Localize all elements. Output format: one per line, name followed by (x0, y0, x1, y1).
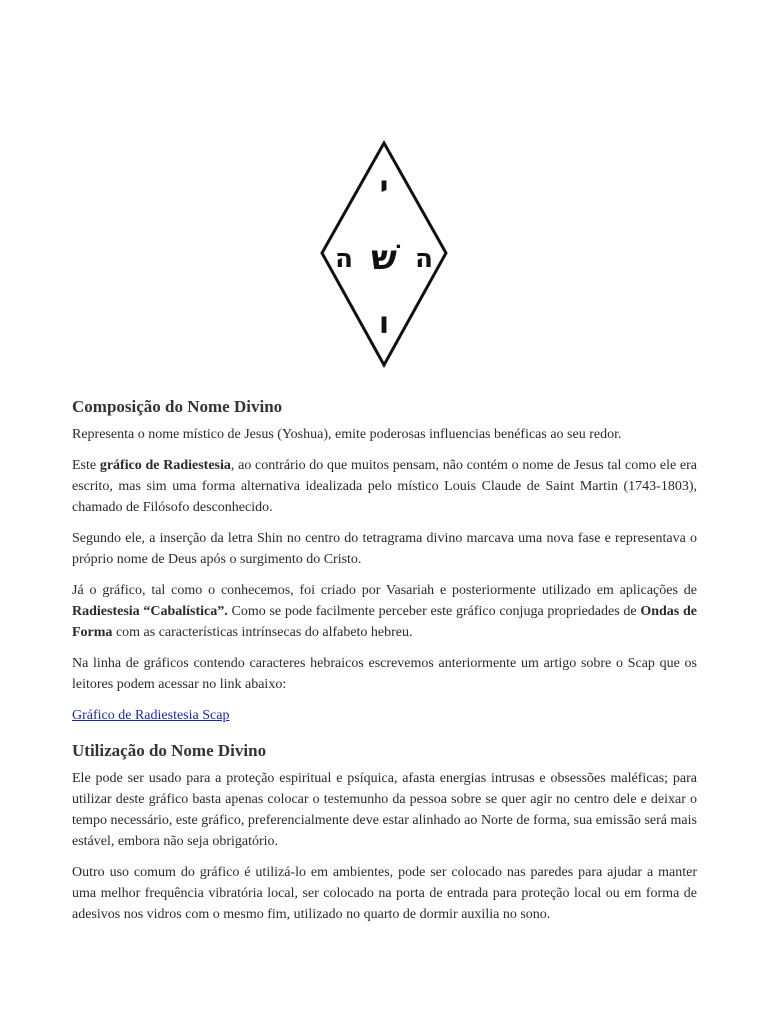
article-body (72, 396, 697, 935)
text-run: Como se pode facilmente perceber este gráfico conjuga propriedades de (227, 604, 641, 619)
letter-bottom: ו (378, 306, 390, 341)
paragraph (72, 455, 697, 518)
text-run: , ao contrário do que muitos pensam, não contém o nome de Jesus tal como ele era escrito, mas sim uma forma alternativa idealizada pelo místico Louis Claude de Saint Martin (1743-1803), chamado de Filósofo desconhecido. (72, 458, 697, 515)
paragraph (72, 580, 697, 643)
scap-link[interactable]: Gráfico de Radiestesia Scap (72, 708, 230, 723)
paragraph: Outro uso comum do gráfico é utilizá-lo em ambientes, pode ser colocado nas paredes para ajudar a manter uma melhor frequência vibratória local, ser colocado na porta de entrada para proteção local ou em forma de adesivos nos vidros com o mesmo fim, utilizado no quarto de dormir auxilia no sono. (72, 865, 697, 922)
paragraph: Na linha de gráficos contendo caracteres hebraicos escrevemos anteriormente um artigo sobre o Scap que os leitores podem acessar no link abaixo: (72, 656, 697, 692)
bold-text: gráfico de Radiestesia (99, 458, 231, 473)
text-run: com as características intrínsecas do alfabeto hebreu. (112, 625, 413, 640)
section-heading-utilizacao: Utilização do Nome Divino (72, 741, 267, 760)
bold-text: Ondas de Forma (72, 604, 697, 640)
diamond-diagram-svg (312, 133, 456, 376)
paragraph: Representa o nome místico de Jesus (Yoshua), emite poderosas influencias benéficas ao seu redor. (72, 427, 622, 442)
letter-right: ה (415, 244, 433, 274)
text-run: Este (72, 458, 100, 473)
link-paragraph (72, 705, 697, 726)
section-heading-composicao: Composição do Nome Divino (72, 397, 283, 416)
bold-text: Radiestesia “Cabalística”. (72, 604, 228, 619)
paragraph: Ele pode ser usado para a proteção espiritual e psíquica, afasta energias intrusas e obsessões maléficas; para utilizar deste gráfico basta apenas colocar o testemunho da pessoa sobre se quer agir no centro dele e deixar o tempo necessário, este gráfico, preferencialmente deve estar alinhado ao Norte de forma, sua emissão será mais estável, embora não seja obrigatório. (72, 771, 697, 849)
letter-left: ה (335, 244, 353, 274)
letter-top: י (379, 170, 389, 205)
letter-center: שׁ (371, 238, 397, 278)
paragraph: Segundo ele, a inserção da letra Shin no centro do tetragrama divino marcava uma nova fase e representava o próprio nome de Deus após o surgimento do Cristo. (72, 531, 697, 567)
nome-divino-diagram (312, 133, 456, 376)
text-run: Já o gráfico, tal como o conhecemos, foi criado por Vasariah e posteriormente utilizado em aplicações de (72, 583, 697, 598)
